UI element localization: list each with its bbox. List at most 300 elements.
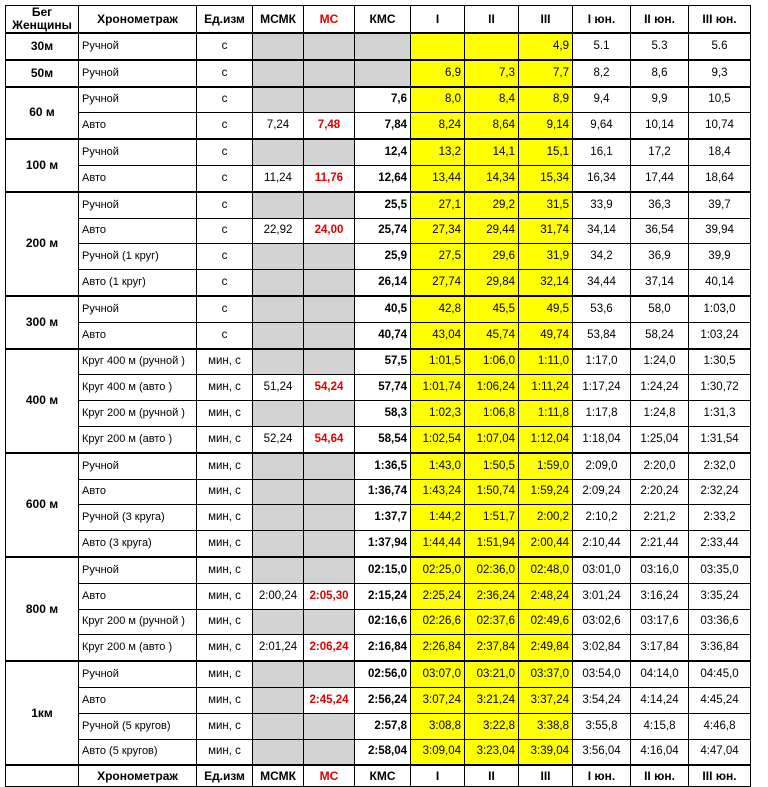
cell-distance: 1км: [6, 661, 79, 765]
cell-unit: мин, с: [197, 505, 253, 531]
cell-rank-2: 1:50,5: [465, 453, 519, 479]
cell-unit: с: [197, 270, 253, 296]
cell-ms: 54,64: [304, 426, 355, 452]
cell-distance: 200 м: [6, 192, 79, 296]
cell-unit: с: [197, 192, 253, 218]
cell-junior-3: 9,3: [689, 60, 751, 87]
cell-rank-2: 1:07,04: [465, 426, 519, 452]
cell-junior-3: 2:33,44: [689, 531, 751, 557]
cell-msmk: [253, 87, 304, 113]
cell-rank-1: 8,0: [411, 87, 465, 113]
cell-junior-1: 3:55,8: [573, 713, 631, 739]
cell-kms: 02:56,0: [355, 661, 411, 687]
table-row: [6, 192, 751, 218]
cell-rank-2: 45,74: [465, 322, 519, 348]
cell-chrono: Авто (5 кругов): [79, 739, 197, 765]
cell-rank-1: 27,34: [411, 218, 465, 244]
cell-unit: мин, с: [197, 609, 253, 635]
cell-junior-2: 4:16,04: [631, 739, 689, 765]
cell-kms: [355, 60, 411, 87]
cell-rank-2: 03:21,0: [465, 661, 519, 687]
cell-rank-1: 1:43,24: [411, 479, 465, 505]
table-row: [6, 426, 751, 452]
cell-kms: 2:58,04: [355, 739, 411, 765]
cell-ms: [304, 531, 355, 557]
cell-chrono: Авто (1 круг): [79, 270, 197, 296]
footer-msmk: МСМК: [253, 765, 304, 787]
cell-ms: [304, 296, 355, 322]
cell-ms: 2:06,24: [304, 635, 355, 661]
cell-msmk: [253, 33, 304, 60]
cell-rank-3: 3:39,04: [519, 739, 573, 765]
cell-unit: с: [197, 139, 253, 165]
cell-msmk: 22,92: [253, 218, 304, 244]
cell-chrono: Круг 200 м (ручной ): [79, 401, 197, 427]
cell-unit: мин, с: [197, 349, 253, 375]
cell-rank-3: 8,9: [519, 87, 573, 113]
cell-kms: 40,5: [355, 296, 411, 322]
footer-empty: [6, 765, 79, 787]
cell-chrono: Ручной: [79, 296, 197, 322]
footer-row: [6, 765, 751, 787]
cell-junior-1: 33,9: [573, 192, 631, 218]
cell-junior-3: 1:30,72: [689, 375, 751, 401]
cell-rank-2: 3:22,8: [465, 713, 519, 739]
cell-rank-3: 3:37,24: [519, 687, 573, 713]
cell-rank-1: [411, 33, 465, 60]
cell-distance: 400 м: [6, 349, 79, 453]
cell-junior-1: 9,4: [573, 87, 631, 113]
cell-chrono: Авто: [79, 113, 197, 139]
table-row: [6, 60, 751, 87]
cell-rank-2: 1:06,8: [465, 401, 519, 427]
cell-msmk: [253, 296, 304, 322]
header-sport-line1: Бег: [31, 5, 53, 19]
cell-junior-3: 4:47,04: [689, 739, 751, 765]
cell-msmk: 52,24: [253, 426, 304, 452]
cell-rank-1: 1:44,44: [411, 531, 465, 557]
cell-msmk: [253, 739, 304, 765]
cell-ms: 11,76: [304, 165, 355, 191]
cell-msmk: 51,24: [253, 375, 304, 401]
cell-distance: 800 м: [6, 557, 79, 661]
cell-rank-1: 27,74: [411, 270, 465, 296]
cell-chrono: Круг 200 м (авто ): [79, 635, 197, 661]
cell-rank-3: 2:49,84: [519, 635, 573, 661]
cell-kms: 02:16,6: [355, 609, 411, 635]
cell-distance: 50м: [6, 60, 79, 87]
cell-kms: 7,6: [355, 87, 411, 113]
cell-rank-1: 02:26,6: [411, 609, 465, 635]
cell-ms: 24,00: [304, 218, 355, 244]
cell-chrono: Круг 200 м (авто ): [79, 426, 197, 452]
cell-rank-3: 2:48,24: [519, 583, 573, 609]
cell-ms: [304, 401, 355, 427]
cell-ms: [304, 453, 355, 479]
cell-rank-3: 49,74: [519, 322, 573, 348]
cell-kms: 2:56,24: [355, 687, 411, 713]
cell-chrono: Ручной: [79, 33, 197, 60]
header-msmk: МСМК: [253, 6, 304, 34]
cell-kms: 25,5: [355, 192, 411, 218]
cell-ms: [304, 349, 355, 375]
cell-junior-2: 36,3: [631, 192, 689, 218]
cell-junior-1: 53,84: [573, 322, 631, 348]
cell-rank-2: 29,6: [465, 244, 519, 270]
cell-junior-2: 03:16,0: [631, 557, 689, 583]
cell-rank-1: 43,04: [411, 322, 465, 348]
cell-rank-3: 32,14: [519, 270, 573, 296]
cell-ms: [304, 270, 355, 296]
cell-junior-3: 1:03,24: [689, 322, 751, 348]
cell-msmk: [253, 687, 304, 713]
cell-unit: с: [197, 113, 253, 139]
cell-chrono: Круг 400 м (ручной ): [79, 349, 197, 375]
cell-rank-3: 31,5: [519, 192, 573, 218]
cell-msmk: [253, 322, 304, 348]
table-row: [6, 687, 751, 713]
cell-junior-2: 2:21,2: [631, 505, 689, 531]
header-rank-1: I: [411, 6, 465, 34]
cell-kms: 57,74: [355, 375, 411, 401]
header-rank-3: III: [519, 6, 573, 34]
cell-rank-3: 1:11,24: [519, 375, 573, 401]
cell-chrono: Ручной: [79, 453, 197, 479]
cell-msmk: [253, 244, 304, 270]
cell-distance: 30м: [6, 33, 79, 60]
cell-rank-3: 1:11,8: [519, 401, 573, 427]
cell-rank-1: 03:07,0: [411, 661, 465, 687]
cell-junior-1: 34,2: [573, 244, 631, 270]
cell-unit: мин, с: [197, 375, 253, 401]
cell-rank-1: 1:02,3: [411, 401, 465, 427]
cell-msmk: [253, 479, 304, 505]
table-row: [6, 401, 751, 427]
cell-unit: с: [197, 244, 253, 270]
cell-junior-1: 2:10,44: [573, 531, 631, 557]
table-row: [6, 139, 751, 165]
table-row: [6, 270, 751, 296]
cell-kms: 40,74: [355, 322, 411, 348]
cell-msmk: 2:01,24: [253, 635, 304, 661]
cell-rank-3: 15,1: [519, 139, 573, 165]
cell-chrono: Круг 200 м (ручной ): [79, 609, 197, 635]
cell-unit: с: [197, 87, 253, 113]
cell-chrono: Авто: [79, 165, 197, 191]
cell-chrono: Ручной: [79, 661, 197, 687]
cell-msmk: [253, 609, 304, 635]
table-row: [6, 375, 751, 401]
footer-chrono: Хронометраж: [79, 765, 197, 787]
cell-rank-3: 31,74: [519, 218, 573, 244]
cell-rank-2: 3:21,24: [465, 687, 519, 713]
cell-junior-2: 3:17,84: [631, 635, 689, 661]
cell-junior-2: 36,54: [631, 218, 689, 244]
cell-rank-3: 03:37,0: [519, 661, 573, 687]
cell-junior-3: 10,5: [689, 87, 751, 113]
table-row: [6, 505, 751, 531]
cell-chrono: Ручной: [79, 192, 197, 218]
cell-junior-2: 37,14: [631, 270, 689, 296]
cell-rank-2: 1:06,24: [465, 375, 519, 401]
cell-junior-2: 1:24,0: [631, 349, 689, 375]
cell-junior-1: 03:02,6: [573, 609, 631, 635]
cell-unit: с: [197, 296, 253, 322]
cell-junior-1: 2:10,2: [573, 505, 631, 531]
cell-junior-3: 2:32,0: [689, 453, 751, 479]
cell-ms: 7,48: [304, 113, 355, 139]
cell-junior-3: 1:31,3: [689, 401, 751, 427]
cell-unit: с: [197, 218, 253, 244]
cell-chrono: Круг 400 м (авто ): [79, 375, 197, 401]
cell-rank-3: 1:59,0: [519, 453, 573, 479]
cell-unit: мин, с: [197, 583, 253, 609]
cell-junior-1: 1:17,24: [573, 375, 631, 401]
cell-ms: [304, 739, 355, 765]
cell-rank-2: 14,34: [465, 165, 519, 191]
cell-chrono: Авто: [79, 479, 197, 505]
cell-junior-3: 10,74: [689, 113, 751, 139]
cell-junior-3: 03:35,0: [689, 557, 751, 583]
cell-ms: [304, 192, 355, 218]
cell-unit: с: [197, 322, 253, 348]
cell-junior-1: 1:18,04: [573, 426, 631, 452]
cell-rank-1: 2:25,24: [411, 583, 465, 609]
cell-junior-2: 03:17,6: [631, 609, 689, 635]
cell-unit: мин, с: [197, 739, 253, 765]
cell-junior-1: 03:01,0: [573, 557, 631, 583]
cell-chrono: Авто: [79, 218, 197, 244]
cell-junior-3: 39,94: [689, 218, 751, 244]
cell-junior-2: 3:16,24: [631, 583, 689, 609]
cell-msmk: [253, 192, 304, 218]
cell-rank-2: 8,4: [465, 87, 519, 113]
cell-junior-2: 1:24,8: [631, 401, 689, 427]
cell-chrono: Авто: [79, 322, 197, 348]
footer-rank-2: II: [465, 765, 519, 787]
cell-rank-1: 27,1: [411, 192, 465, 218]
cell-rank-3: 2:00,44: [519, 531, 573, 557]
cell-rank-2: 29,84: [465, 270, 519, 296]
footer-rank-3: III: [519, 765, 573, 787]
cell-chrono: Ручной: [79, 60, 197, 87]
cell-chrono: Авто: [79, 583, 197, 609]
cell-kms: 58,54: [355, 426, 411, 452]
cell-unit: мин, с: [197, 661, 253, 687]
cell-kms: 25,74: [355, 218, 411, 244]
cell-kms: 12,64: [355, 165, 411, 191]
cell-kms: 57,5: [355, 349, 411, 375]
cell-kms: 2:57,8: [355, 713, 411, 739]
cell-junior-2: 2:20,24: [631, 479, 689, 505]
footer-rank-1: I: [411, 765, 465, 787]
cell-rank-3: 3:38,8: [519, 713, 573, 739]
table-row: [6, 609, 751, 635]
cell-msmk: [253, 531, 304, 557]
cell-msmk: [253, 713, 304, 739]
cell-ms: [304, 609, 355, 635]
cell-msmk: 7,24: [253, 113, 304, 139]
header-unit: Ед.изм: [197, 6, 253, 34]
cell-rank-1: 42,8: [411, 296, 465, 322]
cell-junior-1: 2:09,0: [573, 453, 631, 479]
cell-junior-3: 04:45,0: [689, 661, 751, 687]
cell-distance: 300 м: [6, 296, 79, 349]
cell-junior-1: 53,6: [573, 296, 631, 322]
norms-body: [6, 33, 751, 765]
cell-rank-1: 3:08,8: [411, 713, 465, 739]
table-row: [6, 531, 751, 557]
cell-rank-2: 8,64: [465, 113, 519, 139]
cell-junior-3: 1:03,0: [689, 296, 751, 322]
cell-rank-3: 4,9: [519, 33, 573, 60]
cell-junior-2: 4:14,24: [631, 687, 689, 713]
cell-rank-1: 6,9: [411, 60, 465, 87]
header-sport: [6, 6, 79, 34]
footer-unit: Ед.изм: [197, 765, 253, 787]
cell-junior-1: 2:09,24: [573, 479, 631, 505]
cell-kms: 12,4: [355, 139, 411, 165]
cell-rank-1: 2:26,84: [411, 635, 465, 661]
cell-rank-2: 29,44: [465, 218, 519, 244]
cell-msmk: 2:00,24: [253, 583, 304, 609]
footer-junior-1: I юн.: [573, 765, 631, 787]
cell-ms: [304, 322, 355, 348]
cell-kms: 26,14: [355, 270, 411, 296]
cell-kms: [355, 33, 411, 60]
cell-junior-2: 8,6: [631, 60, 689, 87]
cell-msmk: [253, 139, 304, 165]
cell-msmk: [253, 270, 304, 296]
cell-unit: мин, с: [197, 453, 253, 479]
cell-distance: 600 м: [6, 453, 79, 557]
cell-rank-3: 31,9: [519, 244, 573, 270]
cell-kms: 7,84: [355, 113, 411, 139]
cell-junior-3: 2:32,24: [689, 479, 751, 505]
cell-ms: [304, 87, 355, 113]
cell-junior-3: 03:36,6: [689, 609, 751, 635]
cell-msmk: [253, 453, 304, 479]
cell-junior-2: 36,9: [631, 244, 689, 270]
cell-rank-1: 1:02,54: [411, 426, 465, 452]
cell-ms: 2:05,30: [304, 583, 355, 609]
cell-unit: с: [197, 165, 253, 191]
cell-rank-3: 1:59,24: [519, 479, 573, 505]
cell-rank-2: 3:23,04: [465, 739, 519, 765]
cell-ms: [304, 60, 355, 87]
cell-rank-1: 1:01,74: [411, 375, 465, 401]
cell-rank-2: 1:06,0: [465, 349, 519, 375]
cell-ms: [304, 661, 355, 687]
cell-msmk: [253, 661, 304, 687]
table-row: [6, 296, 751, 322]
cell-chrono: Ручной: [79, 87, 197, 113]
cell-unit: мин, с: [197, 635, 253, 661]
cell-junior-1: 1:17,8: [573, 401, 631, 427]
header-chrono: Хронометраж: [79, 6, 197, 34]
table-row: [6, 113, 751, 139]
cell-distance: 60 м: [6, 87, 79, 140]
cell-rank-1: 02:25,0: [411, 557, 465, 583]
cell-junior-1: 8,2: [573, 60, 631, 87]
header-junior-2: II юн.: [631, 6, 689, 34]
cell-chrono: Ручной (3 круга): [79, 505, 197, 531]
cell-junior-2: 2:21,44: [631, 531, 689, 557]
table-row: [6, 713, 751, 739]
cell-junior-1: 3:54,24: [573, 687, 631, 713]
cell-ms: [304, 557, 355, 583]
cell-rank-1: 1:01,5: [411, 349, 465, 375]
cell-junior-2: 10,14: [631, 113, 689, 139]
cell-rank-3: 1:11,0: [519, 349, 573, 375]
cell-junior-3: 1:30,5: [689, 349, 751, 375]
cell-kms: 02:15,0: [355, 557, 411, 583]
cell-rank-3: 02:49,6: [519, 609, 573, 635]
cell-rank-3: 7,7: [519, 60, 573, 87]
cell-junior-1: 3:02,84: [573, 635, 631, 661]
cell-junior-3: 3:36,84: [689, 635, 751, 661]
cell-junior-2: 9,9: [631, 87, 689, 113]
cell-rank-3: 2:00,2: [519, 505, 573, 531]
cell-chrono: Авто: [79, 687, 197, 713]
cell-junior-3: 18,4: [689, 139, 751, 165]
cell-ms: [304, 479, 355, 505]
cell-junior-3: 40,14: [689, 270, 751, 296]
cell-junior-1: 5.1: [573, 33, 631, 60]
cell-junior-2: 17,44: [631, 165, 689, 191]
header-row: [6, 6, 751, 34]
cell-kms: 1:37,94: [355, 531, 411, 557]
cell-rank-1: 27,5: [411, 244, 465, 270]
cell-msmk: [253, 557, 304, 583]
cell-junior-2: 5.3: [631, 33, 689, 60]
cell-msmk: [253, 505, 304, 531]
cell-junior-1: 1:17,0: [573, 349, 631, 375]
cell-junior-1: 3:56,04: [573, 739, 631, 765]
header-rank-2: II: [465, 6, 519, 34]
cell-rank-1: 1:43,0: [411, 453, 465, 479]
table-row: [6, 453, 751, 479]
cell-junior-3: 39,7: [689, 192, 751, 218]
table-row: [6, 349, 751, 375]
norms-table: [5, 5, 751, 787]
cell-junior-3: 4:45,24: [689, 687, 751, 713]
cell-unit: мин, с: [197, 531, 253, 557]
table-row: [6, 557, 751, 583]
cell-rank-1: 13,2: [411, 139, 465, 165]
cell-msmk: 11,24: [253, 165, 304, 191]
cell-ms: [304, 33, 355, 60]
table-row: [6, 739, 751, 765]
cell-ms: [304, 505, 355, 531]
cell-junior-3: 39,9: [689, 244, 751, 270]
cell-rank-1: 1:44,2: [411, 505, 465, 531]
cell-junior-2: 58,0: [631, 296, 689, 322]
cell-junior-3: 18,64: [689, 165, 751, 191]
cell-junior-2: 17,2: [631, 139, 689, 165]
cell-rank-2: 1:51,7: [465, 505, 519, 531]
cell-junior-2: 2:20,0: [631, 453, 689, 479]
cell-rank-2: 02:36,0: [465, 557, 519, 583]
cell-rank-2: 1:50,74: [465, 479, 519, 505]
cell-junior-2: 1:24,24: [631, 375, 689, 401]
cell-msmk: [253, 349, 304, 375]
cell-unit: с: [197, 33, 253, 60]
cell-msmk: [253, 401, 304, 427]
table-row: [6, 218, 751, 244]
footer-kms: КМС: [355, 765, 411, 787]
cell-rank-2: 02:37,6: [465, 609, 519, 635]
